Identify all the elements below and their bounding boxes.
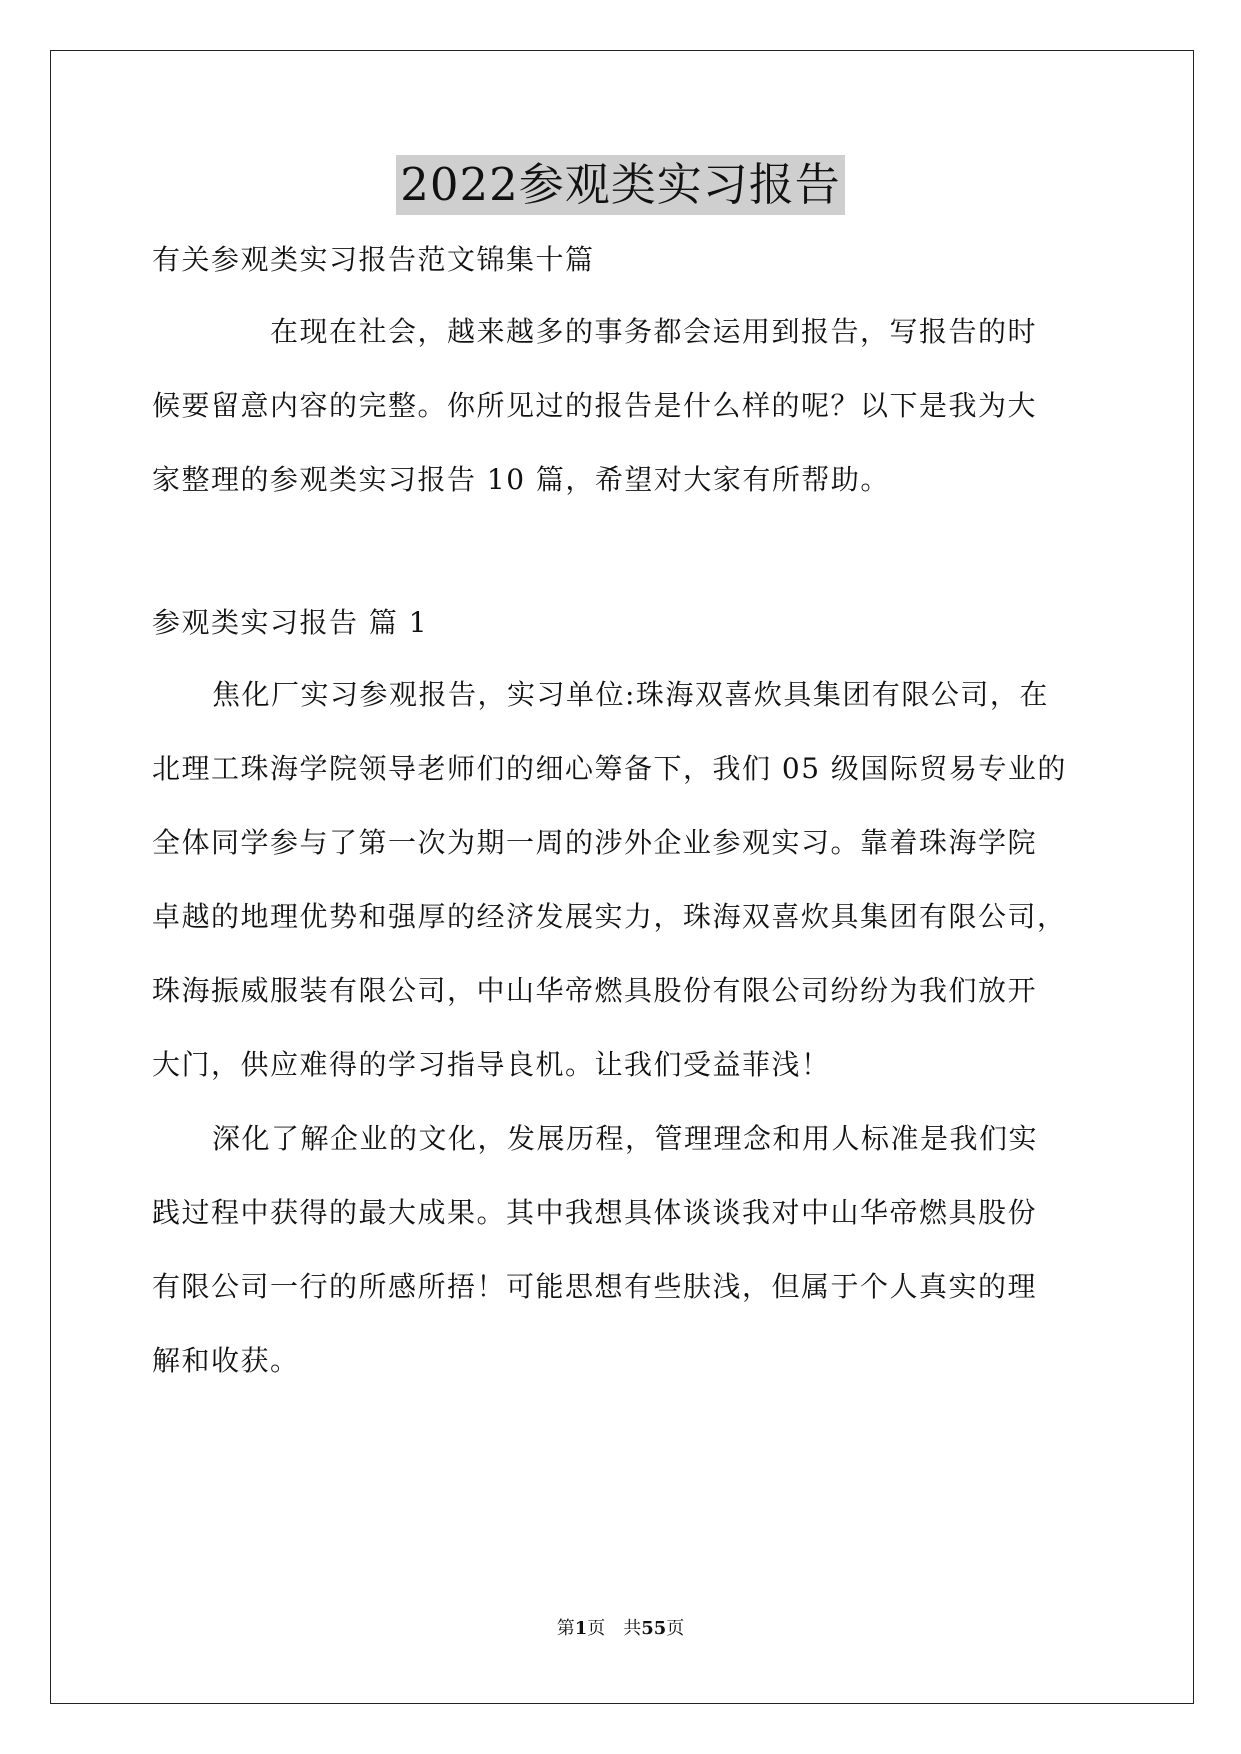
title-block [0,155,1241,215]
paragraph-line: 有限公司一行的所感所捂！可能思想有些肤浅，但属于个人真实的理 [152,1270,1038,1303]
subtitle: 有关参观类实习报告范文锦集十篇 [152,243,595,276]
paragraph-line: 全体同学参与了第一次为期一周的涉外企业参观实习。靠着珠海学院 [152,826,1038,859]
page-footer [0,1617,1241,1641]
paragraph-line: 践过程中获得的最大成果。其中我想具体谈谈我对中山华帝燃具股份 [152,1196,1038,1229]
footer-suffix: 页 [666,1618,685,1639]
paragraph-line: 卓越的地理优势和强厚的经济发展实力，珠海双喜炊具集团有限公司， [152,900,1067,933]
paragraph-line: 大门，供应难得的学习指导良机。让我们受益菲浅！ [152,1048,831,1081]
footer-middle: 页 共 [587,1618,642,1639]
paragraph-line: 焦化厂实习参观报告，实习单位:珠海双喜炊具集团有限公司，在 [212,678,1049,711]
paragraph-line: 北理工珠海学院领导老师们的细心筹备下，我们 05 级国际贸易专业的 [152,752,1067,785]
footer-page-number: 1 [574,1618,588,1639]
footer-prefix: 第 [556,1618,575,1639]
paragraph-line: 解和收获。 [152,1344,300,1377]
document-title: 2022参观类实习报告 [396,155,845,215]
intro-line: 在现在社会，越来越多的事务都会运用到报告，写报告的时 [270,315,1038,348]
intro-line: 家整理的参观类实习报告 10 篇，希望对大家有所帮助。 [152,463,890,496]
page-border [50,50,1194,1704]
paragraph-line: 珠海振威服装有限公司，中山华帝燃具股份有限公司纷纷为我们放开 [152,974,1038,1007]
paragraph-line: 深化了解企业的文化，发展历程，管理理念和用人标准是我们实 [212,1122,1039,1155]
section-heading: 参观类实习报告 篇 1 [152,606,429,639]
footer-total-pages: 55 [641,1618,667,1639]
intro-line: 候要留意内容的完整。你所见过的报告是什么样的呢？以下是我为大 [152,389,1038,422]
